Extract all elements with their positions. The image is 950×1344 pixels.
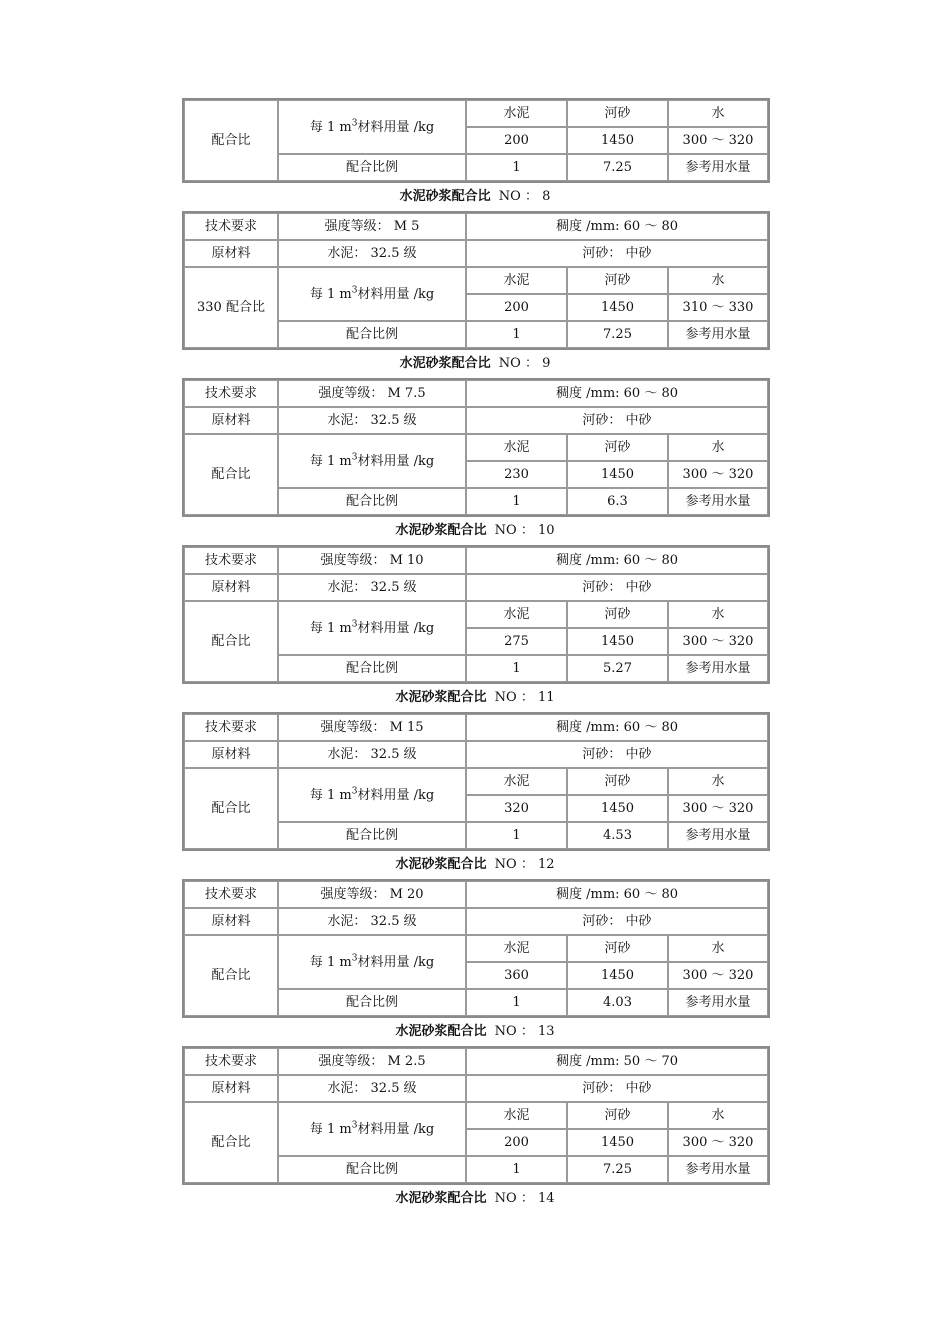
usage-label: 每 1 $m^3$材料用量 /kg bbox=[278, 434, 466, 488]
sand-header: 河砂 bbox=[567, 100, 668, 127]
table-caption bbox=[182, 517, 768, 545]
caption-title: 水泥砂浆配合比 bbox=[395, 523, 487, 538]
cement-grade: 水泥： 32.5 级 bbox=[278, 407, 466, 434]
mix-ratio-label: 配合比 bbox=[184, 768, 278, 849]
mix-table bbox=[182, 211, 770, 350]
usage-label: 每 1 $m^3$材料用量 /kg bbox=[278, 768, 466, 822]
water-qty: 300 ～ 320 bbox=[668, 962, 768, 989]
mix-table bbox=[182, 879, 770, 1018]
caption-number: NO ： 13 bbox=[494, 1024, 555, 1039]
ratio-label: 配合比例 bbox=[278, 655, 466, 682]
usage-label: 每 1 $m^3$材料用量 /kg bbox=[278, 100, 466, 154]
sand-type: 河砂： 中砂 bbox=[466, 908, 768, 935]
sand-qty: 1450 bbox=[567, 461, 668, 488]
caption-number: NO ： 8 bbox=[498, 189, 551, 204]
consistency: 稠度 /mm: 60 ～ 80 bbox=[466, 881, 768, 908]
strength-grade: 强度等级： M 20 bbox=[278, 881, 466, 908]
strength-grade: 强度等级： M 10 bbox=[278, 547, 466, 574]
caption-number: NO ： 12 bbox=[494, 857, 555, 872]
ratio-label: 配合比例 bbox=[278, 488, 466, 515]
sand-header: 河砂 bbox=[567, 434, 668, 461]
mix-blocks bbox=[182, 183, 768, 1185]
table-caption bbox=[182, 183, 768, 211]
tech-req-label: 技术要求 bbox=[184, 547, 278, 574]
strength-grade: 强度等级： M 7.5 bbox=[278, 380, 466, 407]
water-header: 水 bbox=[668, 267, 768, 294]
cement-header: 水泥 bbox=[466, 768, 567, 795]
caption-title: 水泥砂浆配合比 bbox=[399, 356, 491, 371]
caption-number: NO ： 10 bbox=[494, 523, 555, 538]
sand-type: 河砂： 中砂 bbox=[466, 741, 768, 768]
ratio-label: 配合比例 bbox=[278, 154, 466, 181]
mix-table bbox=[182, 545, 770, 684]
ratio-water: 参考用水量 bbox=[668, 655, 768, 682]
sand-header: 河砂 bbox=[567, 1102, 668, 1129]
consistency: 稠度 /mm: 60 ～ 80 bbox=[466, 547, 768, 574]
sand-header: 河砂 bbox=[567, 267, 668, 294]
ratio-label: 配合比例 bbox=[278, 1156, 466, 1183]
sand-qty: 1450 bbox=[567, 294, 668, 321]
ratio-cement: 1 bbox=[466, 989, 567, 1016]
caption-title: 水泥砂浆配合比 bbox=[395, 1024, 487, 1039]
consistency: 稠度 /mm: 60 ～ 80 bbox=[466, 213, 768, 240]
sand-type: 河砂： 中砂 bbox=[466, 574, 768, 601]
water-qty: 310 ～ 330 bbox=[668, 294, 768, 321]
ratio-sand: 7.25 bbox=[567, 154, 668, 181]
ratio-water: 参考用水量 bbox=[668, 321, 768, 348]
sand-qty: 1450 bbox=[567, 1129, 668, 1156]
consistency: 稠度 /mm: 50 ～ 70 bbox=[466, 1048, 768, 1075]
ratio-cement: 1 bbox=[466, 822, 567, 849]
table-caption bbox=[182, 1185, 768, 1213]
tech-req-label: 技术要求 bbox=[184, 881, 278, 908]
table-caption bbox=[182, 350, 768, 378]
sand-header: 河砂 bbox=[567, 601, 668, 628]
usage-label: 每 1 $m^3$材料用量 /kg bbox=[278, 601, 466, 655]
ratio-water: 参考用水量 bbox=[668, 1156, 768, 1183]
cement-header: 水泥 bbox=[466, 434, 567, 461]
ratio-water: 参考用水量 bbox=[668, 488, 768, 515]
water-qty: 300 ～ 320 bbox=[668, 1129, 768, 1156]
table-caption bbox=[182, 1018, 768, 1046]
strength-grade: 强度等级： M 2.5 bbox=[278, 1048, 466, 1075]
cement-qty: 200 bbox=[466, 1129, 567, 1156]
ratio-sand: 4.03 bbox=[567, 989, 668, 1016]
ratio-sand: 5.27 bbox=[567, 655, 668, 682]
water-qty: 300 ～ 320 bbox=[668, 127, 768, 154]
cement-qty: 200 bbox=[466, 127, 567, 154]
cement-grade: 水泥： 32.5 级 bbox=[278, 240, 466, 267]
sand-type: 河砂： 中砂 bbox=[466, 407, 768, 434]
mix-ratio-label: 配合比 bbox=[184, 1102, 278, 1183]
sand-qty: 1450 bbox=[567, 962, 668, 989]
cement-qty: 360 bbox=[466, 962, 567, 989]
water-header: 水 bbox=[668, 601, 768, 628]
document-page bbox=[182, 98, 768, 1213]
cement-header: 水泥 bbox=[466, 267, 567, 294]
mix-table bbox=[182, 1046, 770, 1185]
cement-qty: 320 bbox=[466, 795, 567, 822]
water-header: 水 bbox=[668, 434, 768, 461]
mix-ratio-label: 配合比 bbox=[184, 935, 278, 1016]
raw-material-label: 原材料 bbox=[184, 240, 278, 267]
caption-number: NO ： 9 bbox=[498, 356, 551, 371]
strength-grade: 强度等级： M 5 bbox=[278, 213, 466, 240]
mix-ratio-label: 配合比 bbox=[184, 100, 278, 181]
raw-material-label: 原材料 bbox=[184, 1075, 278, 1102]
cement-grade: 水泥： 32.5 级 bbox=[278, 1075, 466, 1102]
mix-ratio-label: 配合比 bbox=[184, 434, 278, 515]
water-header: 水 bbox=[668, 100, 768, 127]
mix-table bbox=[182, 712, 770, 851]
table-caption bbox=[182, 851, 768, 879]
caption-title: 水泥砂浆配合比 bbox=[395, 857, 487, 872]
cement-header: 水泥 bbox=[466, 601, 567, 628]
ratio-sand: 4.53 bbox=[567, 822, 668, 849]
sand-header: 河砂 bbox=[567, 768, 668, 795]
ratio-sand: 7.25 bbox=[567, 1156, 668, 1183]
water-header: 水 bbox=[668, 768, 768, 795]
tech-req-label: 技术要求 bbox=[184, 380, 278, 407]
raw-material-label: 原材料 bbox=[184, 908, 278, 935]
ratio-water: 参考用水量 bbox=[668, 154, 768, 181]
ratio-sand: 6.3 bbox=[567, 488, 668, 515]
cement-header: 水泥 bbox=[466, 935, 567, 962]
raw-material-label: 原材料 bbox=[184, 741, 278, 768]
cement-header: 水泥 bbox=[466, 100, 567, 127]
caption-number: NO ： 14 bbox=[494, 1191, 555, 1206]
ratio-label: 配合比例 bbox=[278, 989, 466, 1016]
water-header: 水 bbox=[668, 1102, 768, 1129]
tech-req-label: 技术要求 bbox=[184, 1048, 278, 1075]
cement-header: 水泥 bbox=[466, 1102, 567, 1129]
water-header: 水 bbox=[668, 935, 768, 962]
sand-qty: 1450 bbox=[567, 127, 668, 154]
caption-title: 水泥砂浆配合比 bbox=[395, 1191, 487, 1206]
tech-req-label: 技术要求 bbox=[184, 714, 278, 741]
mix-table-continued bbox=[182, 98, 770, 183]
table-caption bbox=[182, 684, 768, 712]
caption-number: NO ： 11 bbox=[494, 690, 555, 705]
mix-ratio-label: 配合比 bbox=[184, 601, 278, 682]
ratio-label: 配合比例 bbox=[278, 822, 466, 849]
ratio-cement: 1 bbox=[466, 655, 567, 682]
ratio-water: 参考用水量 bbox=[668, 822, 768, 849]
cement-qty: 275 bbox=[466, 628, 567, 655]
caption-title: 水泥砂浆配合比 bbox=[399, 189, 491, 204]
water-qty: 300 ～ 320 bbox=[668, 461, 768, 488]
caption-title: 水泥砂浆配合比 bbox=[395, 690, 487, 705]
tech-req-label: 技术要求 bbox=[184, 213, 278, 240]
cement-qty: 230 bbox=[466, 461, 567, 488]
water-qty: 300 ～ 320 bbox=[668, 628, 768, 655]
ratio-label: 配合比例 bbox=[278, 321, 466, 348]
cement-grade: 水泥： 32.5 级 bbox=[278, 741, 466, 768]
ratio-cement: 1 bbox=[466, 488, 567, 515]
sand-header: 河砂 bbox=[567, 935, 668, 962]
sand-qty: 1450 bbox=[567, 628, 668, 655]
usage-label: 每 1 $m^3$材料用量 /kg bbox=[278, 1102, 466, 1156]
mix-ratio-label: 330 配合比 bbox=[184, 267, 278, 348]
consistency: 稠度 /mm: 60 ～ 80 bbox=[466, 714, 768, 741]
cement-qty: 200 bbox=[466, 294, 567, 321]
water-qty: 300 ～ 320 bbox=[668, 795, 768, 822]
usage-label: 每 1 $m^3$材料用量 /kg bbox=[278, 267, 466, 321]
mix-table bbox=[182, 378, 770, 517]
usage-label: 每 1 $m^3$材料用量 /kg bbox=[278, 935, 466, 989]
ratio-sand: 7.25 bbox=[567, 321, 668, 348]
consistency: 稠度 /mm: 60 ～ 80 bbox=[466, 380, 768, 407]
cement-grade: 水泥： 32.5 级 bbox=[278, 574, 466, 601]
ratio-water: 参考用水量 bbox=[668, 989, 768, 1016]
strength-grade: 强度等级： M 15 bbox=[278, 714, 466, 741]
sand-type: 河砂： 中砂 bbox=[466, 240, 768, 267]
raw-material-label: 原材料 bbox=[184, 407, 278, 434]
ratio-cement: 1 bbox=[466, 1156, 567, 1183]
cement-grade: 水泥： 32.5 级 bbox=[278, 908, 466, 935]
raw-material-label: 原材料 bbox=[184, 574, 278, 601]
ratio-cement: 1 bbox=[466, 154, 567, 181]
sand-qty: 1450 bbox=[567, 795, 668, 822]
sand-type: 河砂： 中砂 bbox=[466, 1075, 768, 1102]
ratio-cement: 1 bbox=[466, 321, 567, 348]
